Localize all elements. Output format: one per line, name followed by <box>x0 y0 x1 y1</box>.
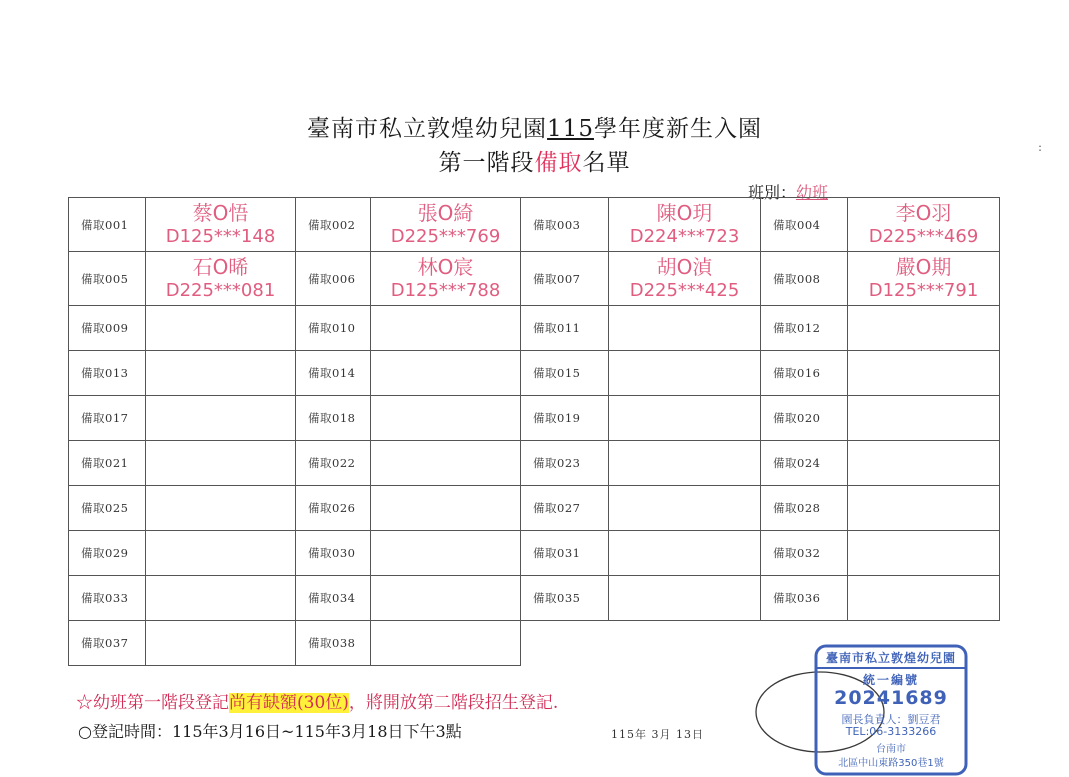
waitlist-number: 備取009 <box>69 306 146 351</box>
applicant-id: D125***788 <box>390 279 501 301</box>
waitlist-number: 備取001 <box>69 198 146 252</box>
waitlist-number: 備取003 <box>521 198 609 252</box>
waitlist-number: 備取017 <box>69 396 146 441</box>
applicant-cell <box>146 621 296 666</box>
applicant-cell <box>371 198 521 252</box>
applicant-name: 李O羽 <box>895 200 952 225</box>
applicant-cell <box>609 252 761 306</box>
applicant-cell <box>146 486 296 531</box>
table-row <box>69 531 1000 576</box>
applicant-cell <box>371 441 521 486</box>
applicant-id: D225***769 <box>390 225 501 247</box>
school-seal <box>750 640 1010 777</box>
waitlist-number: 備取008 <box>761 252 848 306</box>
applicant-cell <box>848 441 1000 486</box>
applicant-cell <box>848 486 1000 531</box>
waitlist-number: 備取024 <box>761 441 848 486</box>
waitlist-number: 備取027 <box>521 486 609 531</box>
applicant-cell <box>371 531 521 576</box>
waitlist-number: 備取033 <box>69 576 146 621</box>
applicant-id: D225***469 <box>868 225 979 247</box>
waitlist-number: 備取019 <box>521 396 609 441</box>
waitlist-number: 備取020 <box>761 396 848 441</box>
waitlist-number: 備取012 <box>761 306 848 351</box>
empty-cell <box>609 621 761 666</box>
class-value: 幼班 <box>796 183 829 202</box>
waitlist-number: 備取016 <box>761 351 848 396</box>
applicant-name: 蔡O悟 <box>192 200 249 225</box>
applicant-cell <box>609 441 761 486</box>
waitlist-number: 備取034 <box>296 576 371 621</box>
waitlist-number: 備取010 <box>296 306 371 351</box>
waitlist-number: 備取029 <box>69 531 146 576</box>
applicant-cell <box>371 621 521 666</box>
document-title: 臺南市私立敦煌幼兒園115學年度新生入園 <box>307 116 762 142</box>
applicant-cell <box>371 306 521 351</box>
applicant-cell <box>371 576 521 621</box>
waitlist-table <box>68 197 1000 666</box>
scan-mark: : <box>1038 140 1043 154</box>
applicant-cell <box>609 576 761 621</box>
seal-school-name: 臺南市私立敦煌幼兒園 <box>825 651 956 665</box>
vacancy-notice: ☆幼班第一階段登記尚有缺額(30位)，將開放第二階段招生登記. <box>76 693 559 713</box>
applicant-cell <box>848 351 1000 396</box>
applicant-name: 石O晞 <box>192 254 249 279</box>
waitlist-number: 備取018 <box>296 396 371 441</box>
waitlist-number: 備取022 <box>296 441 371 486</box>
applicant-cell <box>609 396 761 441</box>
applicant-cell <box>609 198 761 252</box>
waitlist-number: 備取002 <box>296 198 371 252</box>
waitlist-number: 備取025 <box>69 486 146 531</box>
applicant-cell <box>848 396 1000 441</box>
applicant-cell <box>146 396 296 441</box>
waitlist-number: 備取023 <box>521 441 609 486</box>
waitlist-number: 備取007 <box>521 252 609 306</box>
applicant-cell <box>609 306 761 351</box>
table-row <box>69 486 1000 531</box>
waitlist-number: 備取011 <box>521 306 609 351</box>
waitlist-number: 備取013 <box>69 351 146 396</box>
applicant-id: D225***425 <box>629 279 740 301</box>
applicant-cell <box>146 351 296 396</box>
applicant-cell <box>609 351 761 396</box>
class-label: 班別：幼班 <box>748 183 829 202</box>
applicant-name: 張O綺 <box>417 200 474 225</box>
applicant-cell <box>848 306 1000 351</box>
applicant-name: 嚴O期 <box>895 254 952 279</box>
applicant-cell <box>848 198 1000 252</box>
applicant-cell <box>371 396 521 441</box>
applicant-cell <box>146 441 296 486</box>
empty-cell <box>521 621 609 666</box>
document-subtitle: 第一階段備取名單 <box>438 150 631 176</box>
table-row <box>69 306 1000 351</box>
waitlist-number: 備取031 <box>521 531 609 576</box>
applicant-cell <box>146 198 296 252</box>
waitlist-number: 備取038 <box>296 621 371 666</box>
applicant-cell <box>848 252 1000 306</box>
table-row <box>69 252 1000 306</box>
applicant-id: D125***148 <box>165 225 276 247</box>
waitlist-number: 備取005 <box>69 252 146 306</box>
waitlist-number: 備取026 <box>296 486 371 531</box>
waitlist-number: 備取037 <box>69 621 146 666</box>
applicant-name: 胡O湞 <box>656 254 713 279</box>
applicant-id: D225***081 <box>165 279 276 301</box>
applicant-cell <box>848 531 1000 576</box>
table-row <box>69 441 1000 486</box>
applicant-name: 林O宸 <box>417 254 474 279</box>
waitlist-number: 備取036 <box>761 576 848 621</box>
table-row <box>69 396 1000 441</box>
vacancy-highlight: 尚有缺額(30位) <box>229 693 349 713</box>
seal-tel: TEL:06-3133266 <box>845 725 937 738</box>
seal-address: 北區中山東路350巷1號 <box>838 758 944 769</box>
waitlist-number: 備取006 <box>296 252 371 306</box>
applicant-cell <box>371 486 521 531</box>
applicant-id: D125***791 <box>868 279 979 301</box>
seal-city: 台南市 <box>876 744 906 755</box>
applicant-name: 陳O玥 <box>656 200 713 225</box>
waitlist-number: 備取035 <box>521 576 609 621</box>
table-row <box>69 198 1000 252</box>
seal-person: 園長負責人：劉豆君 <box>841 713 941 726</box>
waitlist-number: 備取014 <box>296 351 371 396</box>
applicant-cell <box>371 351 521 396</box>
table-row <box>69 351 1000 396</box>
waitlist-number: 備取028 <box>761 486 848 531</box>
waitlist-number: 備取004 <box>761 198 848 252</box>
applicant-cell <box>146 252 296 306</box>
applicant-cell <box>609 486 761 531</box>
table-row <box>69 576 1000 621</box>
applicant-cell <box>146 531 296 576</box>
seal-unified-label: 統一編號 <box>862 673 919 687</box>
applicant-cell <box>146 576 296 621</box>
applicant-cell <box>146 306 296 351</box>
applicant-cell <box>848 576 1000 621</box>
applicant-id: D224***723 <box>629 225 740 247</box>
waitlist-number: 備取032 <box>761 531 848 576</box>
waitlist-number: 備取030 <box>296 531 371 576</box>
registration-time: ○登記時間：115年3月16日~115年3月18日下午3點 <box>78 722 462 741</box>
applicant-cell <box>609 531 761 576</box>
seal-unified-number: 20241689 <box>834 687 948 709</box>
waitlist-number: 備取021 <box>69 441 146 486</box>
waitlist-number: 備取015 <box>521 351 609 396</box>
applicant-cell <box>371 252 521 306</box>
document-date: 115年 3月 13日 <box>611 728 704 741</box>
